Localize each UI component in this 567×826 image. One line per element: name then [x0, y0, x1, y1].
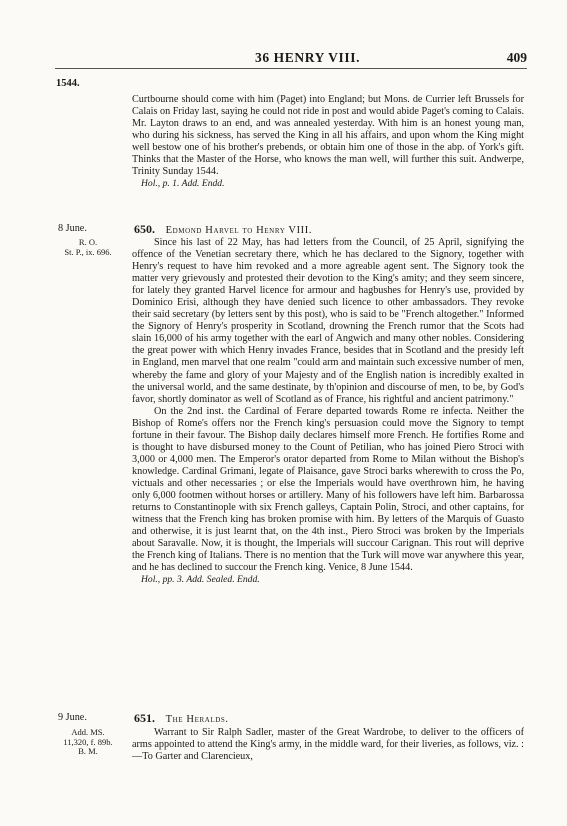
entry-651-source-line: Add. MS. [71, 727, 105, 737]
entry-651-number: 651. [134, 711, 155, 725]
running-title: 36 HENRY VIII. [255, 50, 361, 65]
entry-650-source-line: St. P., ix. 696. [64, 246, 112, 257]
entry-650-ref: Hol., pp. 3. Add. Sealed. Endd. [141, 574, 260, 586]
entry-651-body [132, 727, 524, 763]
entry-649-continuation [132, 94, 524, 190]
entry-651-title: The Heralds. [165, 714, 229, 725]
entry-650-heading [134, 222, 312, 237]
entry-650-date: 8 June. [58, 223, 87, 234]
running-header [0, 50, 567, 70]
entry-650-body [132, 237, 524, 586]
entry-650-source [48, 238, 128, 257]
entry-651-heading [134, 711, 229, 726]
page-number: 409 [506, 50, 527, 65]
entry-651-date: 9 June. [58, 712, 87, 723]
entry-650-source-line: R. O. [78, 237, 98, 247]
entry-650-number: 650. [134, 222, 155, 236]
header-rule [55, 68, 527, 69]
entry-650-para-1: Since his last of 22 May, has had letters from the Council, of 25 April, signifying the offence of the Venetian secretary there, which he has declared to the Signory, together with Henry's request to have him revoked and a more agreable agent sent. The Signory took the matter very grievously and protested their devotion to the King's amity; and they seem sincere, for lately they granted Harvel licence for armour and hagbushes for Henry's use, provided by Dominico Erisi, although they have denied such licence to other ambassadors. They revoke their said secretary (by letters sent by this post), who is said to be "French altogether." Informed the Signory of Henry's prosperity in Scotland, drowning the French rumor that the Scots had slain 16,000 of his army together with the earl of Angwich and many other nobles. Considering the great power with which Henry invades France, besides that in Scotland and the presidy left in England, men marvel that one realm "could arm and maintain such excessive number of men, whereby the fame and glory of your Majesty and of the English nation is incredibly exalted in the universal world, and the same destinate, by th'opinion and discourse of men, to be, by God's favor, shortly dominator as well of Scotland as of France, his rightful and ancient patrimony." [132, 237, 525, 405]
margin-year: 1544. [56, 78, 80, 89]
entry-651-source [48, 728, 128, 757]
entry-649-ref: Hol., p. 1. Add. Endd. [141, 178, 225, 190]
entry-651-source-line: 11,320, f. 89b. [63, 736, 113, 747]
entry-650-para-2: On the 2nd inst. the Cardinal of Ferare departed towards Rome re infecta. Neither the Bishop of Rome's offers nor the French king's persuasion could move the Signory to tempt fortune in their favour. The Bishop daily declares himself more French. He fortifies Rome and is thought to have disbursed money to the Count of Petilian, who has joined Piero Stroci with 3,000 or 4,000 men. The Emperor's orator departed from Rome to Milan without the Bishop's knowledge. Cardinal Grimani, legate of Plaisance, gave Stroci barks wherewith to cross the Po, victuals and other necessaries ; or else the Imperials would have overthrown him, he having only 6,000 footmen without horses or artillery. Many of his followers have left him. Barbarossa returns to Constantinople with six French galleys, Captain Polin, Stroci, and other captains, for witness that the French king has broken promise with him. By letters of the Marquis of Guasto and otherwise, it is just learnt that, on the 4th inst., Piero Stroci was broken by the Imperials about Saravalle. Now, it is thought, the Imperials will succour Carignan. This rout will deprive the French king of Italians. There is no mention that the Turk will move war anywhere this year, and he has declined to succour the French king. Venice, 8 June 1544. [132, 405, 524, 574]
entry-649-text: Curtbourne should come with him (Paget) into England; but Mons. de Currier left Brussels for Calais on Friday last, saying he could not ride in post and would abide Paget's coming to Calais. Mr. Layton draws to an end, and was annealed yesterday. With him is an honest young man, who during his sickness, has served the King in all his affairs, and upon whom the King might well bestow one of his brother's prebends, or obtain him one of those in the abp. of York's gift. Thinks that the Master of the Horse, who knows the man well, will further this suit. Andwerpe, Trinity Sunday 1544. [132, 94, 525, 178]
entry-651-para-1: Warrant to Sir Ralph Sadler, master of the Great Wardrobe, to deliver to the officers of arms appointed to attend the King's army, in the middle ward, for their liveries, as follows, viz. :—To Garter and Clarencieux, [132, 727, 524, 763]
entry-651-source-line: B. M. [78, 746, 98, 757]
entry-650-title: Edmond Harvel to Henry VIII. [165, 225, 313, 236]
